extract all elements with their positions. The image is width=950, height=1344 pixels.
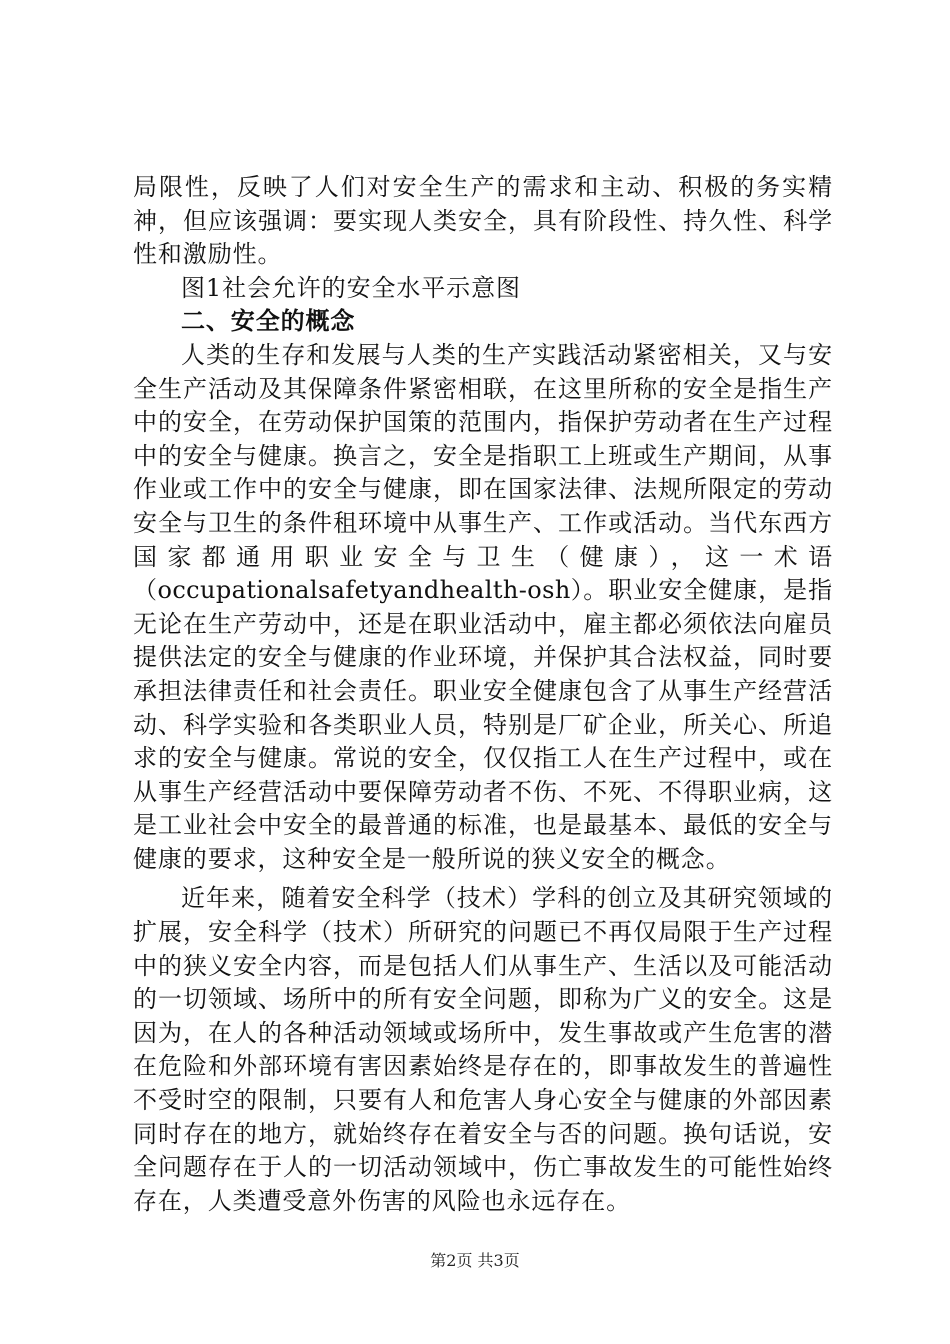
- paragraph-broad-safety: 近年来，随着安全科学（技术）学科的创立及其研究领域的扩展，安全科学（技术）所研究的问题已不再仅局限于生产过程中的狭义安全内容，而是包括人们从事生产、生活以及可能活动的一切领域、场所中的所有安全问题，即称为广义的安全。这是因为，在人的各种活动领域或场所中，发生事故或产生危害的潜在危险和外部环境有害因素始终是存在的，即事故发生的普遍性不受时空的限制，只要有人和危害人身心安全与健康的外部因素同时存在的地方，就始终存在着安全与否的问题。换句话说，安全问题存在于人的一切活动领域中，伤亡事故发生的可能性始终存在，人类遭受意外伤害的风险也永远存在。: [133, 884, 833, 1215]
- paragraph-continuation: 局限性，反映了人们对安全生产的需求和主动、积极的务实精神，但应该强调：要实现人类安全，具有阶段性、持久性、科学性和激励性。: [133, 173, 833, 269]
- figure-caption: 图1社会允许的安全水平示意图: [181, 273, 521, 302]
- paragraph-safety-concept: [133, 339, 833, 877]
- osh-term: （occupationalsafetyandhealth-osh）: [133, 576, 584, 605]
- paragraph-text: 。职业安全健康，是指无论在生产劳动中，还是在职业活动中，雇主都必须依法向雇员提供法定的安全与健康的作业环境，并保护其合法权益，同时要承担法律责任和社会责任。职业安全健康包含了从事生产经营活动、科学实验和各类职业人员，特别是厂矿企业，所关心、所追求的安全与健康。常说的安全，仅仅指工人在生产过程中，或在从事生产经营活动中要保障劳动者不伤、不死、不得职业病，这是工业社会中安全的最普通的标准，也是最基本、最低的安全与健康的要求，这种安全是一般所说的狭义安全的概念。: [133, 576, 833, 873]
- paragraph-text: 人类的生存和发展与人类的生产实践活动紧密相关，又与安全生产活动及其保障条件紧密相联，在这里所称的安全是指生产中的安全，在劳动保护国策的范围内，指保护劳动者在生产过程中的安全与健康。换言之，安全是指职工上班或生产期间，从事作业或工作中的安全与健康，即在国家法律、法规所限定的劳动安全与卫生的条件租环境中从事生产、工作或活动。当代东西方国家都通用职业安全与卫生（健康），这一术语: [133, 340, 833, 571]
- document-body: [133, 171, 833, 1218]
- page-footer: 第2页 共3页: [430, 1251, 520, 1270]
- section-heading: 二、安全的概念: [181, 307, 356, 336]
